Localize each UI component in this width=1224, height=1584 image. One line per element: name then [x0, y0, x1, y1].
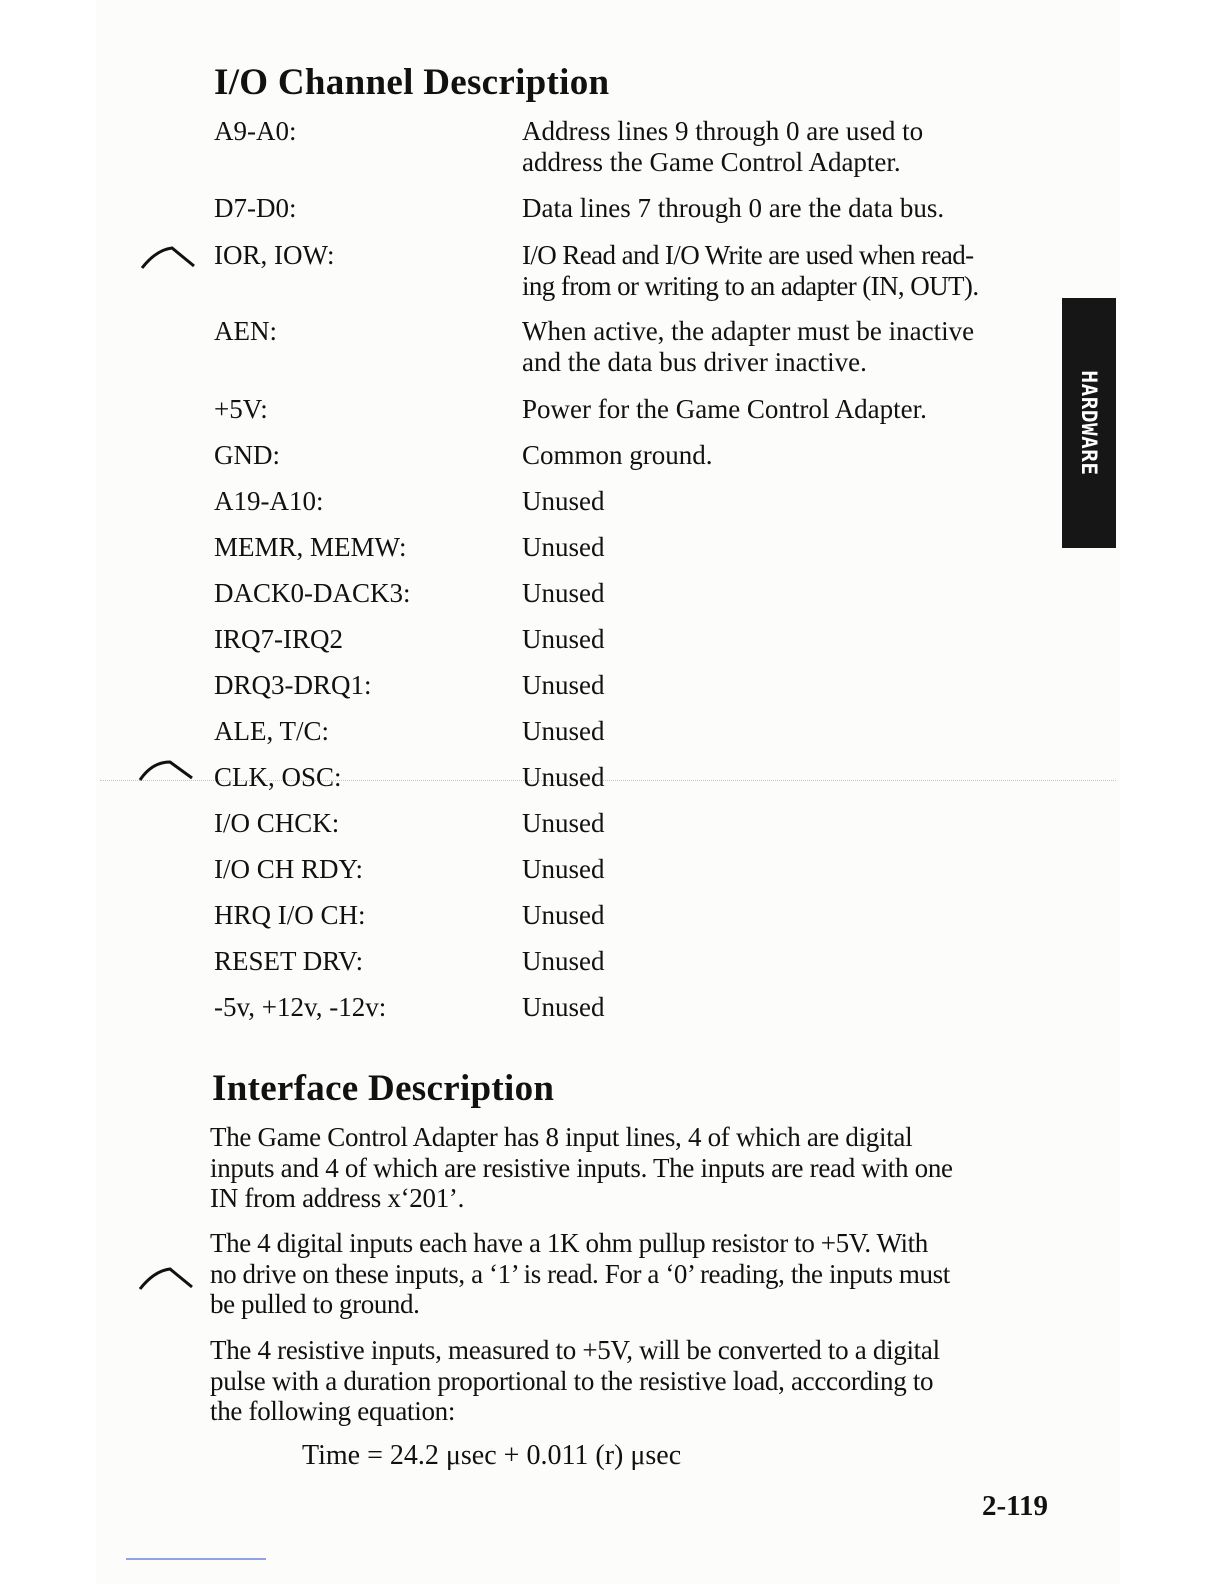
- signal-label-io-chck: I/O CHCK:: [214, 808, 340, 838]
- section-tab: [1062, 298, 1116, 548]
- signal-desc-clk-osc: [522, 762, 605, 793]
- signal-label-aen: AEN:: [214, 316, 277, 346]
- revision-mark-icon: [136, 1265, 198, 1291]
- signal-label-voltages: -5v, +12v, -12v:: [214, 992, 387, 1022]
- signal-desc-reset-drv: [522, 946, 605, 977]
- desc-line: Unused: [522, 992, 605, 1022]
- paragraph-line: inputs and 4 of which are resistive inputs. The inputs are read with one: [210, 1152, 953, 1183]
- desc-line: Address lines 9 through 0 are used to: [522, 116, 924, 146]
- signal-desc-dack: [522, 578, 605, 609]
- signal-label-a19-a10: A19-A10:: [214, 486, 324, 516]
- desc-line: Unused: [522, 532, 605, 562]
- signal-desc-irq: [522, 624, 605, 655]
- signal-label-a9-a0: A9-A0:: [214, 116, 297, 146]
- signal-desc-a19-a10: [522, 486, 605, 517]
- signal-desc-aen: [522, 316, 974, 378]
- desc-line: Unused: [522, 716, 605, 746]
- desc-line: Unused: [522, 854, 605, 884]
- paragraph-line: The 4 resistive inputs, measured to +5V, will be converted to a digital: [210, 1335, 940, 1365]
- interface-paragraph-1: [210, 1122, 953, 1214]
- signal-desc-ior-iow: [522, 240, 978, 302]
- signal-desc-io-ch-rdy: [522, 854, 605, 885]
- timing-equation: Time = 24.2 μsec + 0.011 (r) μsec: [302, 1440, 682, 1471]
- desc-line: Unused: [522, 578, 605, 608]
- signal-label-ior-iow: IOR, IOW:: [214, 240, 335, 270]
- signal-desc-hrq-io-ch: [522, 900, 605, 931]
- desc-line: When active, the adapter must be inactive: [522, 316, 975, 346]
- interface-paragraph-3: [210, 1335, 940, 1427]
- desc-line: I/O Read and I/O Write are used when read-: [522, 240, 974, 270]
- signal-label-ale-tc: ALE, T/C:: [214, 716, 330, 746]
- signal-label-irq: IRQ7-IRQ2: [214, 624, 343, 654]
- signal-label-clk-osc: CLK, OSC:: [214, 762, 342, 792]
- desc-line: Unused: [522, 900, 605, 930]
- signal-desc-d7-d0: [522, 193, 944, 224]
- signal-desc-plus5v: [522, 394, 927, 425]
- signal-desc-drq: [522, 670, 605, 701]
- scan-edge-mark: [126, 1558, 266, 1560]
- paragraph-line: The Game Control Adapter has 8 input lines, 4 of which are digital: [210, 1122, 913, 1152]
- signal-label-io-ch-rdy: I/O CH RDY:: [214, 854, 364, 884]
- desc-line: Unused: [522, 946, 605, 976]
- signal-label-memr-memw: MEMR, MEMW:: [214, 532, 407, 562]
- signal-label-hrq-io-ch: HRQ I/O CH:: [214, 900, 366, 930]
- desc-line: and the data bus driver inactive.: [522, 347, 867, 377]
- paragraph-line: no drive on these inputs, a ‘1’ is read. For a ‘0’ reading, the inputs must: [210, 1258, 950, 1289]
- signal-label-dack: DACK0-DACK3:: [214, 578, 411, 608]
- signal-label-drq: DRQ3-DRQ1:: [214, 670, 372, 700]
- paragraph-line: pulse with a duration proportional to the resistive load, acccording to: [210, 1365, 934, 1396]
- signal-desc-ale-tc: [522, 716, 605, 747]
- interface-heading: Interface Description: [212, 1068, 555, 1109]
- page-number: 2-119: [982, 1490, 1049, 1522]
- signal-desc-memr-memw: [522, 532, 605, 563]
- signal-label-d7-d0: D7-D0:: [214, 193, 297, 223]
- signal-desc-gnd: [522, 440, 713, 471]
- paragraph-line: be pulled to ground.: [210, 1289, 420, 1319]
- desc-line: ing from or writing to an adapter (IN, OUT).: [522, 271, 979, 301]
- desc-line: Power for the Game Control Adapter.: [522, 394, 927, 424]
- section-tab-label: HARDWARE: [1077, 370, 1101, 476]
- signal-label-plus5v: +5V:: [214, 394, 268, 424]
- desc-line: Data lines 7 through 0 are the data bus.: [522, 193, 945, 223]
- signal-desc-io-chck: [522, 808, 605, 839]
- desc-line: Unused: [522, 486, 605, 516]
- desc-line: address the Game Control Adapter.: [522, 147, 901, 177]
- revision-mark-icon: [136, 758, 198, 784]
- desc-line: Common ground.: [522, 440, 713, 470]
- paragraph-line: The 4 digital inputs each have a 1K ohm pullup resistor to +5V. With: [210, 1228, 928, 1258]
- paragraph-line: IN from address x‘201’.: [210, 1183, 465, 1213]
- signal-desc-a9-a0: [522, 116, 923, 178]
- interface-paragraph-2: [210, 1228, 950, 1320]
- desc-line: Unused: [522, 808, 605, 838]
- desc-line: Unused: [522, 670, 605, 700]
- signal-desc-voltages: [522, 992, 605, 1023]
- signal-label-gnd: GND:: [214, 440, 280, 470]
- desc-line: Unused: [522, 762, 605, 792]
- paragraph-line: the following equation:: [210, 1396, 456, 1426]
- io-channel-heading: I/O Channel Description: [214, 62, 610, 103]
- revision-mark-icon: [138, 244, 200, 270]
- desc-line: Unused: [522, 624, 605, 654]
- signal-label-reset-drv: RESET DRV:: [214, 946, 364, 976]
